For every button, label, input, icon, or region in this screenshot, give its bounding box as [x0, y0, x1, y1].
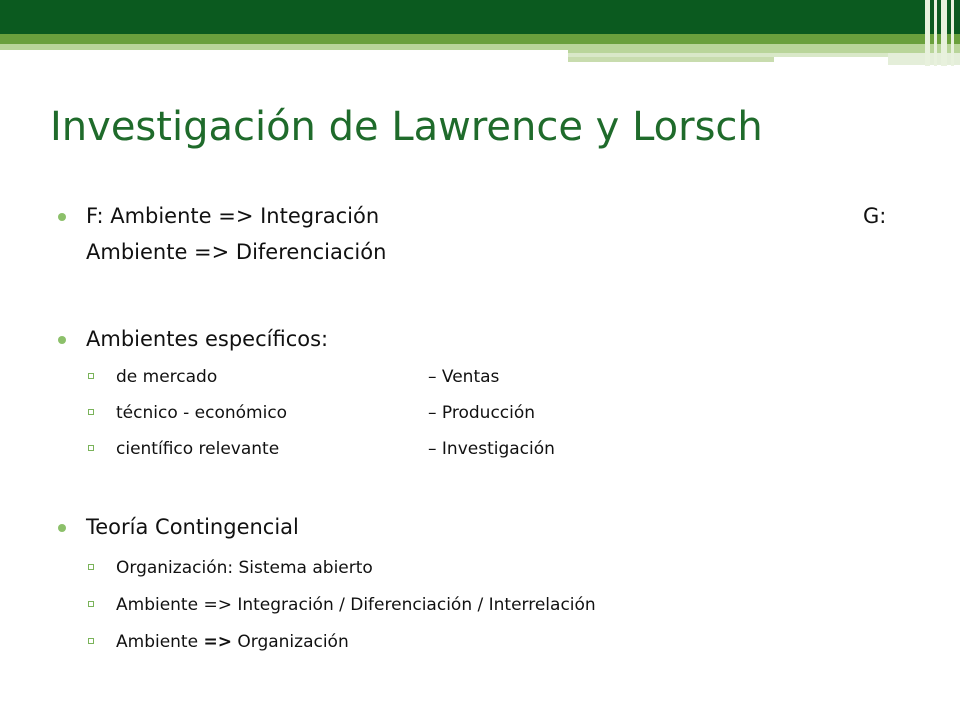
bullet-1-right: G: [863, 204, 887, 228]
sub-item-text: Ambiente => Integración / Diferenciación / Interrelación [116, 595, 596, 615]
sub-item-text: Organización: Sistema abierto [116, 558, 373, 578]
sub-item-value: – Ventas [428, 367, 500, 387]
sub-item-pre: Ambiente [116, 632, 204, 652]
bullet-3-label: Teoría Contingencial [86, 515, 299, 539]
sub-item-text [116, 630, 349, 654]
band-vertical-stripe [925, 0, 930, 66]
band-vertical-stripe [934, 0, 937, 66]
sub-item-text: técnico - económico [116, 403, 288, 423]
sub-bullet-square-icon [88, 601, 94, 607]
band-vertical-stripe [941, 0, 947, 66]
sub-item-value: – Investigación [428, 439, 555, 459]
bullet-dot-icon [58, 213, 66, 221]
sub-item-value: – Producción [428, 403, 536, 423]
sub-bullet-square-icon [88, 409, 94, 415]
header-band [0, 0, 960, 70]
band-light-stripe [568, 57, 774, 62]
bullet-dot-icon [58, 336, 66, 344]
band-light-stripe [888, 53, 960, 65]
band-light-stripe [568, 44, 960, 53]
band-light-stripe [0, 44, 568, 50]
band-vertical-stripe [951, 0, 954, 66]
bullet-dot-icon [58, 524, 66, 532]
sub-bullet-square-icon [88, 564, 94, 570]
sub-bullet-square-icon [88, 445, 94, 451]
bullet-2-label: Ambientes específicos: [86, 327, 329, 351]
slide-title: Investigación de Lawrence y Lorsch [50, 104, 763, 150]
sub-item-post: Organización [231, 632, 349, 652]
sub-bullet-square-icon [88, 638, 94, 644]
bullet-1-line2: Ambiente => Diferenciación [86, 240, 387, 264]
band-dark-stripe [0, 0, 960, 34]
sub-item-text: científico relevante [116, 439, 280, 459]
bullet-1-line1: F: Ambiente => Integración [86, 204, 380, 228]
sub-item-arrow: => [203, 632, 232, 652]
sub-item-text: de mercado [116, 367, 218, 387]
sub-bullet-square-icon [88, 373, 94, 379]
band-mid-stripe [0, 34, 960, 44]
